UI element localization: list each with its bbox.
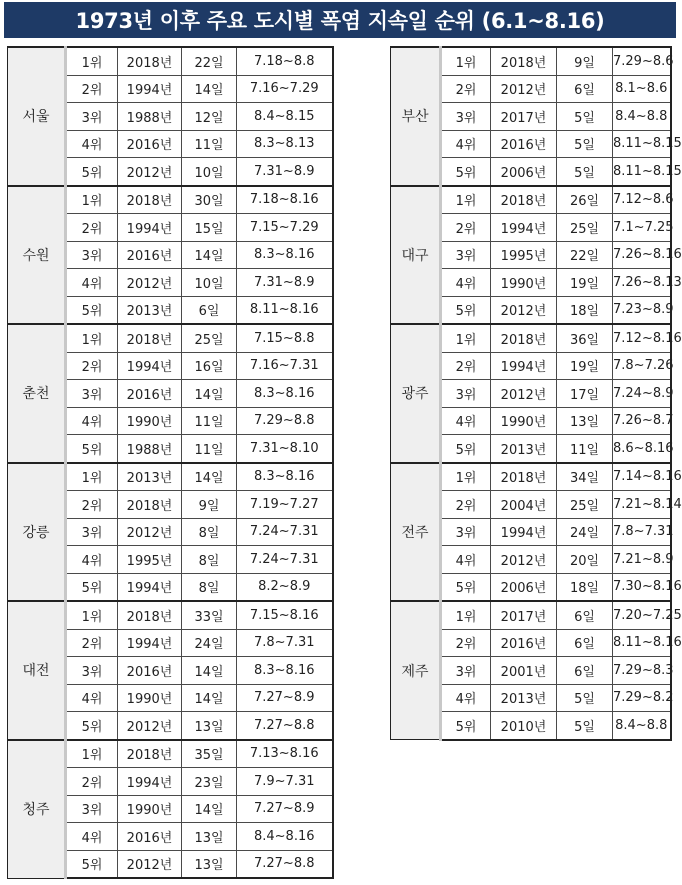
days-cell: 6일 bbox=[557, 629, 613, 657]
period-cell: 7.20~7.25 bbox=[613, 601, 671, 629]
year-cell: 2018년 bbox=[491, 186, 557, 214]
days-cell: 14일 bbox=[182, 795, 237, 823]
table-row bbox=[8, 186, 333, 214]
rank-cell: 5위 bbox=[66, 573, 118, 601]
rank-cell: 2위 bbox=[441, 75, 491, 103]
rank-cell: 3위 bbox=[66, 518, 118, 546]
rank-cell: 3위 bbox=[441, 241, 491, 269]
rank-cell: 2위 bbox=[66, 214, 118, 242]
period-cell: 7.21~8.9 bbox=[613, 546, 671, 574]
period-cell: 7.27~8.9 bbox=[237, 684, 333, 712]
days-cell: 5일 bbox=[557, 103, 613, 131]
days-cell: 24일 bbox=[182, 629, 237, 657]
days-cell: 19일 bbox=[557, 269, 613, 297]
rank-cell: 3위 bbox=[66, 657, 118, 685]
rank-cell: 4위 bbox=[66, 269, 118, 297]
rank-cell: 5위 bbox=[441, 435, 491, 463]
year-cell: 2004년 bbox=[491, 491, 557, 519]
city-label: 강릉 bbox=[8, 463, 66, 602]
rank-cell: 5위 bbox=[441, 573, 491, 601]
period-cell: 8.3~8.16 bbox=[237, 241, 333, 269]
rank-cell: 1위 bbox=[66, 47, 118, 75]
days-cell: 18일 bbox=[557, 573, 613, 601]
year-cell: 2013년 bbox=[118, 296, 182, 324]
days-cell: 10일 bbox=[182, 158, 237, 186]
rank-cell: 2위 bbox=[441, 352, 491, 380]
year-cell: 2018년 bbox=[118, 47, 182, 75]
rank-cell: 2위 bbox=[66, 352, 118, 380]
year-cell: 1994년 bbox=[491, 518, 557, 546]
period-cell: 8.3~8.16 bbox=[237, 657, 333, 685]
period-cell: 7.31~8.9 bbox=[237, 158, 333, 186]
period-cell: 7.15~8.16 bbox=[237, 601, 333, 629]
rank-cell: 3위 bbox=[441, 380, 491, 408]
period-cell: 7.29~8.6 bbox=[613, 47, 671, 75]
rank-cell: 5위 bbox=[66, 850, 118, 878]
days-cell: 16일 bbox=[182, 352, 237, 380]
period-cell: 8.4~8.16 bbox=[237, 823, 333, 851]
period-cell: 7.16~7.29 bbox=[237, 75, 333, 103]
year-cell: 2016년 bbox=[118, 657, 182, 685]
days-cell: 35일 bbox=[182, 740, 237, 768]
year-cell: 2018년 bbox=[118, 324, 182, 352]
days-cell: 13일 bbox=[182, 712, 237, 740]
period-cell: 7.26~8.16 bbox=[613, 241, 671, 269]
rank-cell: 3위 bbox=[441, 657, 491, 685]
period-cell: 7.24~8.9 bbox=[613, 380, 671, 408]
year-cell: 1988년 bbox=[118, 103, 182, 131]
period-cell: 7.9~7.31 bbox=[237, 768, 333, 796]
days-cell: 9일 bbox=[557, 47, 613, 75]
year-cell: 2006년 bbox=[491, 158, 557, 186]
rank-cell: 4위 bbox=[441, 269, 491, 297]
days-cell: 26일 bbox=[557, 186, 613, 214]
rank-cell: 4위 bbox=[441, 130, 491, 158]
period-cell: 7.15~8.8 bbox=[237, 324, 333, 352]
days-cell: 11일 bbox=[182, 435, 237, 463]
year-cell: 2018년 bbox=[118, 740, 182, 768]
rank-cell: 1위 bbox=[441, 324, 491, 352]
rank-cell: 5위 bbox=[66, 435, 118, 463]
rank-cell: 4위 bbox=[66, 684, 118, 712]
days-cell: 14일 bbox=[182, 684, 237, 712]
days-cell: 24일 bbox=[557, 518, 613, 546]
rank-cell: 1위 bbox=[66, 186, 118, 214]
year-cell: 1994년 bbox=[118, 768, 182, 796]
days-cell: 22일 bbox=[557, 241, 613, 269]
year-cell: 2012년 bbox=[118, 518, 182, 546]
year-cell: 1990년 bbox=[118, 795, 182, 823]
period-cell: 7.18~8.8 bbox=[237, 47, 333, 75]
period-cell: 7.13~8.16 bbox=[237, 740, 333, 768]
days-cell: 14일 bbox=[182, 380, 237, 408]
year-cell: 2012년 bbox=[118, 158, 182, 186]
days-cell: 17일 bbox=[557, 380, 613, 408]
city-label: 수원 bbox=[8, 186, 66, 325]
year-cell: 2018년 bbox=[491, 324, 557, 352]
table-row bbox=[8, 601, 333, 629]
year-cell: 1994년 bbox=[491, 214, 557, 242]
days-cell: 25일 bbox=[557, 214, 613, 242]
year-cell: 2016년 bbox=[118, 130, 182, 158]
period-cell: 7.14~8.16 bbox=[613, 463, 671, 491]
year-cell: 1988년 bbox=[118, 435, 182, 463]
rank-cell: 4위 bbox=[66, 130, 118, 158]
rank-cell: 5위 bbox=[441, 296, 491, 324]
table-row bbox=[391, 463, 671, 491]
city-label: 부산 bbox=[391, 47, 441, 186]
table-row bbox=[8, 463, 333, 491]
period-cell: 7.31~8.10 bbox=[237, 435, 333, 463]
rank-cell: 4위 bbox=[441, 546, 491, 574]
days-cell: 11일 bbox=[182, 130, 237, 158]
days-cell: 14일 bbox=[182, 463, 237, 491]
rank-cell: 2위 bbox=[441, 629, 491, 657]
rank-cell: 5위 bbox=[66, 296, 118, 324]
rank-cell: 4위 bbox=[66, 823, 118, 851]
year-cell: 2018년 bbox=[118, 601, 182, 629]
period-cell: 8.4~8.8 bbox=[613, 103, 671, 131]
city-label: 청주 bbox=[8, 740, 66, 879]
days-cell: 30일 bbox=[182, 186, 237, 214]
rank-cell: 3위 bbox=[66, 103, 118, 131]
rank-cell: 2위 bbox=[66, 629, 118, 657]
days-cell: 15일 bbox=[182, 214, 237, 242]
rank-cell: 3위 bbox=[66, 380, 118, 408]
rank-cell: 1위 bbox=[66, 740, 118, 768]
year-cell: 2016년 bbox=[118, 241, 182, 269]
days-cell: 10일 bbox=[182, 269, 237, 297]
rank-cell: 1위 bbox=[441, 186, 491, 214]
period-cell: 8.11~8.16 bbox=[613, 629, 671, 657]
year-cell: 1990년 bbox=[118, 407, 182, 435]
year-cell: 2012년 bbox=[491, 75, 557, 103]
year-cell: 2006년 bbox=[491, 573, 557, 601]
days-cell: 9일 bbox=[182, 491, 237, 519]
year-cell: 2016년 bbox=[491, 130, 557, 158]
period-cell: 7.27~8.8 bbox=[237, 712, 333, 740]
year-cell: 2017년 bbox=[491, 601, 557, 629]
table-row bbox=[391, 186, 671, 214]
year-cell: 2016년 bbox=[118, 380, 182, 408]
year-cell: 1994년 bbox=[118, 629, 182, 657]
table-row bbox=[391, 601, 671, 629]
city-label: 제주 bbox=[391, 601, 441, 740]
days-cell: 34일 bbox=[557, 463, 613, 491]
rank-cell: 1위 bbox=[66, 601, 118, 629]
period-cell: 8.4~8.8 bbox=[613, 712, 671, 740]
period-cell: 8.3~8.16 bbox=[237, 463, 333, 491]
days-cell: 5일 bbox=[557, 712, 613, 740]
table-row bbox=[8, 324, 333, 352]
year-cell: 1995년 bbox=[491, 241, 557, 269]
year-cell: 2012년 bbox=[118, 269, 182, 297]
year-cell: 1990년 bbox=[491, 407, 557, 435]
period-cell: 7.27~8.9 bbox=[237, 795, 333, 823]
days-cell: 25일 bbox=[557, 491, 613, 519]
period-cell: 7.29~8.3 bbox=[613, 657, 671, 685]
rank-cell: 3위 bbox=[441, 103, 491, 131]
year-cell: 2012년 bbox=[118, 712, 182, 740]
rank-cell: 1위 bbox=[66, 324, 118, 352]
rank-cell: 4위 bbox=[66, 546, 118, 574]
days-cell: 18일 bbox=[557, 296, 613, 324]
rank-cell: 5위 bbox=[66, 712, 118, 740]
year-cell: 2013년 bbox=[491, 435, 557, 463]
days-cell: 5일 bbox=[557, 158, 613, 186]
period-cell: 7.24~7.31 bbox=[237, 546, 333, 574]
year-cell: 2012년 bbox=[491, 296, 557, 324]
year-cell: 1990년 bbox=[491, 269, 557, 297]
table-row bbox=[8, 47, 333, 75]
year-cell: 2018년 bbox=[118, 186, 182, 214]
period-cell: 7.26~8.13 bbox=[613, 269, 671, 297]
period-cell: 7.8~7.31 bbox=[237, 629, 333, 657]
period-cell: 7.12~8.6 bbox=[613, 186, 671, 214]
rank-cell: 1위 bbox=[441, 47, 491, 75]
days-cell: 20일 bbox=[557, 546, 613, 574]
rank-cell: 4위 bbox=[441, 684, 491, 712]
city-label: 대전 bbox=[8, 601, 66, 740]
period-cell: 8.2~8.9 bbox=[237, 573, 333, 601]
period-cell: 8.1~8.6 bbox=[613, 75, 671, 103]
rank-cell: 2위 bbox=[441, 491, 491, 519]
period-cell: 7.21~8.14 bbox=[613, 491, 671, 519]
period-cell: 8.3~8.13 bbox=[237, 130, 333, 158]
year-cell: 2001년 bbox=[491, 657, 557, 685]
days-cell: 36일 bbox=[557, 324, 613, 352]
period-cell: 7.8~7.26 bbox=[613, 352, 671, 380]
days-cell: 13일 bbox=[557, 407, 613, 435]
period-cell: 7.19~7.27 bbox=[237, 491, 333, 519]
rank-cell: 1위 bbox=[66, 463, 118, 491]
days-cell: 14일 bbox=[182, 75, 237, 103]
period-cell: 7.27~8.8 bbox=[237, 850, 333, 878]
year-cell: 2012년 bbox=[491, 380, 557, 408]
days-cell: 19일 bbox=[557, 352, 613, 380]
rank-cell: 5위 bbox=[441, 158, 491, 186]
rank-cell: 3위 bbox=[66, 241, 118, 269]
period-cell: 7.12~8.16 bbox=[613, 324, 671, 352]
days-cell: 8일 bbox=[182, 573, 237, 601]
page-title: 1973년 이후 주요 도시별 폭염 지속일 순위 (6.1~8.16) bbox=[4, 2, 676, 38]
period-cell: 7.15~7.29 bbox=[237, 214, 333, 242]
period-cell: 7.8~7.31 bbox=[613, 518, 671, 546]
city-label: 대구 bbox=[391, 186, 441, 325]
year-cell: 2012년 bbox=[118, 850, 182, 878]
days-cell: 8일 bbox=[182, 546, 237, 574]
table-row bbox=[391, 47, 671, 75]
city-label: 춘천 bbox=[8, 324, 66, 463]
period-cell: 8.11~8.15 bbox=[613, 130, 671, 158]
days-cell: 14일 bbox=[182, 241, 237, 269]
year-cell: 2012년 bbox=[491, 546, 557, 574]
days-cell: 14일 bbox=[182, 657, 237, 685]
period-cell: 7.18~8.16 bbox=[237, 186, 333, 214]
days-cell: 23일 bbox=[182, 768, 237, 796]
rank-cell: 5위 bbox=[66, 158, 118, 186]
year-cell: 1990년 bbox=[118, 684, 182, 712]
rank-cell: 3위 bbox=[441, 518, 491, 546]
period-cell: 8.4~8.15 bbox=[237, 103, 333, 131]
table-row bbox=[391, 324, 671, 352]
period-cell: 7.26~8.7 bbox=[613, 407, 671, 435]
period-cell: 8.3~8.16 bbox=[237, 380, 333, 408]
rank-cell: 1위 bbox=[441, 463, 491, 491]
period-cell: 8.11~8.15 bbox=[613, 158, 671, 186]
table-row bbox=[8, 740, 333, 768]
days-cell: 12일 bbox=[182, 103, 237, 131]
days-cell: 25일 bbox=[182, 324, 237, 352]
rank-cell: 2위 bbox=[66, 75, 118, 103]
year-cell: 1994년 bbox=[118, 214, 182, 242]
days-cell: 33일 bbox=[182, 601, 237, 629]
days-cell: 6일 bbox=[557, 75, 613, 103]
year-cell: 2013년 bbox=[491, 684, 557, 712]
days-cell: 5일 bbox=[557, 684, 613, 712]
year-cell: 2016년 bbox=[118, 823, 182, 851]
rank-cell: 1위 bbox=[441, 601, 491, 629]
rank-cell: 5위 bbox=[441, 712, 491, 740]
year-cell: 2018년 bbox=[491, 463, 557, 491]
year-cell: 2010년 bbox=[491, 712, 557, 740]
days-cell: 13일 bbox=[182, 850, 237, 878]
year-cell: 2013년 bbox=[118, 463, 182, 491]
year-cell: 1994년 bbox=[491, 352, 557, 380]
period-cell: 8.6~8.16 bbox=[613, 435, 671, 463]
days-cell: 11일 bbox=[182, 407, 237, 435]
days-cell: 6일 bbox=[182, 296, 237, 324]
period-cell: 7.29~8.8 bbox=[237, 407, 333, 435]
city-label: 전주 bbox=[391, 463, 441, 602]
days-cell: 8일 bbox=[182, 518, 237, 546]
rank-cell: 2위 bbox=[66, 491, 118, 519]
year-cell: 2018년 bbox=[491, 47, 557, 75]
period-cell: 7.31~8.9 bbox=[237, 269, 333, 297]
year-cell: 1994년 bbox=[118, 352, 182, 380]
days-cell: 5일 bbox=[557, 130, 613, 158]
period-cell: 7.23~8.9 bbox=[613, 296, 671, 324]
days-cell: 22일 bbox=[182, 47, 237, 75]
year-cell: 1994년 bbox=[118, 573, 182, 601]
days-cell: 6일 bbox=[557, 657, 613, 685]
period-cell: 8.11~8.16 bbox=[237, 296, 333, 324]
days-cell: 6일 bbox=[557, 601, 613, 629]
rank-cell: 2위 bbox=[441, 214, 491, 242]
rank-cell: 2위 bbox=[66, 768, 118, 796]
period-cell: 7.29~8.2 bbox=[613, 684, 671, 712]
days-cell: 11일 bbox=[557, 435, 613, 463]
left-ranking-table bbox=[7, 46, 334, 879]
year-cell: 1995년 bbox=[118, 546, 182, 574]
rank-cell: 3위 bbox=[66, 795, 118, 823]
city-label: 서울 bbox=[8, 47, 66, 186]
period-cell: 7.1~7.25 bbox=[613, 214, 671, 242]
rank-cell: 4위 bbox=[441, 407, 491, 435]
year-cell: 2017년 bbox=[491, 103, 557, 131]
days-cell: 13일 bbox=[182, 823, 237, 851]
year-cell: 2018년 bbox=[118, 491, 182, 519]
rank-cell: 4위 bbox=[66, 407, 118, 435]
right-ranking-table bbox=[390, 46, 682, 741]
year-cell: 2016년 bbox=[491, 629, 557, 657]
year-cell: 1994년 bbox=[118, 75, 182, 103]
period-cell: 7.30~8.16 bbox=[613, 573, 671, 601]
city-label: 광주 bbox=[391, 324, 441, 463]
period-cell: 7.16~7.31 bbox=[237, 352, 333, 380]
period-cell: 7.24~7.31 bbox=[237, 518, 333, 546]
